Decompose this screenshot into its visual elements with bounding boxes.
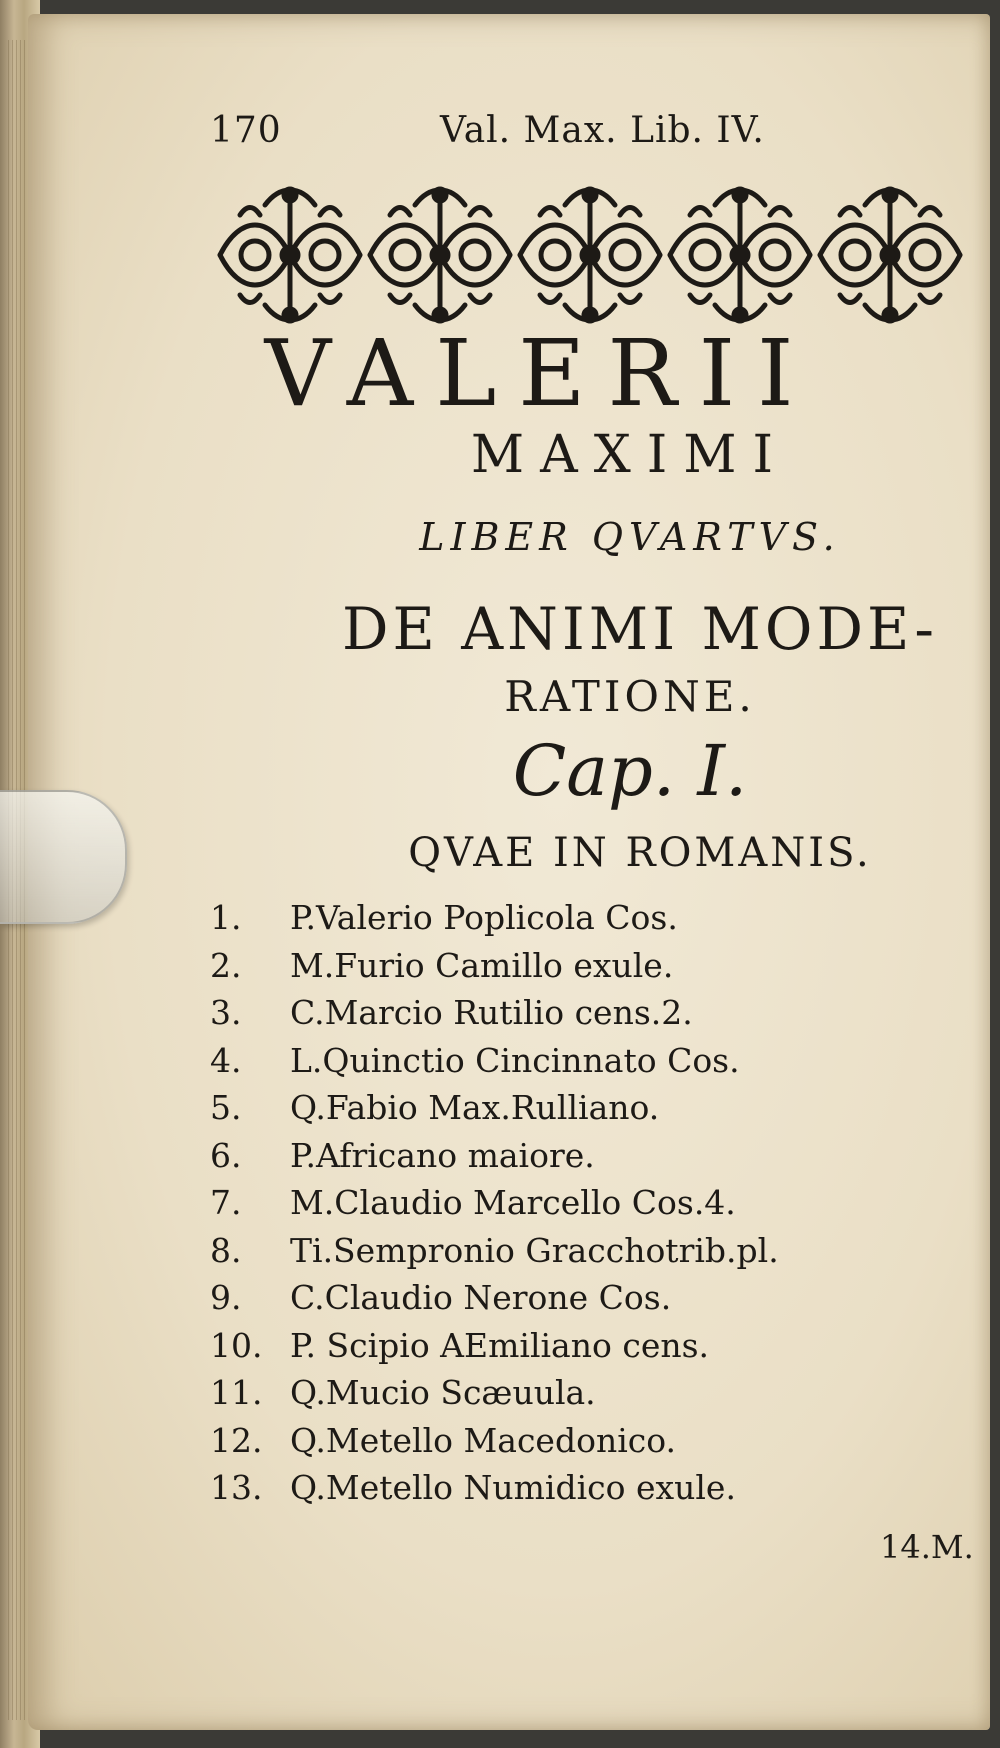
item-number: 10. — [210, 1325, 263, 1365]
item-text: P. Scipio AEmiliano cens. — [290, 1325, 710, 1365]
item-number: 11. — [210, 1373, 263, 1412]
item-text: P.Africano maiore. — [290, 1135, 595, 1175]
item-text: Q.Fabio Max.Rulliano. — [290, 1088, 660, 1127]
list-item — [210, 1468, 970, 1516]
list-item — [210, 1373, 970, 1421]
list-item — [210, 993, 970, 1041]
list-item — [210, 1278, 970, 1326]
item-number: 13. — [210, 1468, 263, 1507]
item-text: P.Valerio Poplicola Cos. — [290, 898, 678, 937]
list-item — [210, 1231, 970, 1279]
list-item — [210, 946, 970, 994]
list-item — [210, 1326, 970, 1374]
subject-heading-line2: RATIONE. — [504, 672, 756, 721]
item-number: 7. — [210, 1183, 242, 1222]
page-number: 170 — [210, 110, 282, 151]
item-text: Q.Metello Macedonico. — [290, 1420, 677, 1460]
chapter-heading: Cap. I. — [512, 730, 748, 812]
list-item — [210, 898, 970, 946]
item-number: 3. — [210, 993, 242, 1032]
section-heading: QVAE IN ROMANIS. — [408, 830, 872, 876]
author-name-line1: VALERII — [264, 320, 816, 427]
list-item — [210, 1041, 970, 1089]
list-item — [210, 1136, 970, 1184]
item-text: Ti.Sempronio Gracchotrib.pl. — [290, 1230, 779, 1270]
running-title: Val. Max. Lib. IV. — [440, 110, 765, 151]
subject-heading-line1: DE ANIMI MODE- — [341, 595, 938, 663]
item-number: 4. — [210, 1040, 242, 1080]
item-number: 6. — [210, 1135, 242, 1175]
item-text: C.Claudio Nerone Cos. — [290, 1278, 672, 1317]
decorative-headpiece — [210, 175, 980, 335]
book-title: LIBER QVARTVS. — [419, 515, 841, 559]
item-text: L.Quinctio Cincinnato Cos. — [290, 1040, 740, 1080]
catchword: 14.M. — [880, 1528, 974, 1566]
list-item — [210, 1183, 970, 1231]
item-number: 1. — [210, 898, 242, 937]
item-number: 2. — [210, 945, 242, 985]
item-text: Q.Mucio Scæuula. — [290, 1373, 596, 1412]
item-text: M.Furio Camillo exule. — [290, 945, 674, 985]
plastic-page-clip — [0, 790, 127, 924]
author-name-line2: MAXIMI — [470, 425, 790, 485]
item-text: C.Marcio Rutilio cens.2. — [290, 993, 693, 1032]
item-number: 12. — [210, 1420, 263, 1460]
list-item — [210, 1088, 970, 1136]
item-text: M.Claudio Marcello Cos.4. — [290, 1183, 736, 1222]
item-number: 9. — [210, 1278, 242, 1317]
item-number: 8. — [210, 1230, 242, 1270]
item-number: 5. — [210, 1088, 242, 1127]
item-text: Q.Metello Numidico exule. — [290, 1468, 736, 1507]
contents-list — [210, 898, 970, 1516]
list-item — [210, 1421, 970, 1469]
